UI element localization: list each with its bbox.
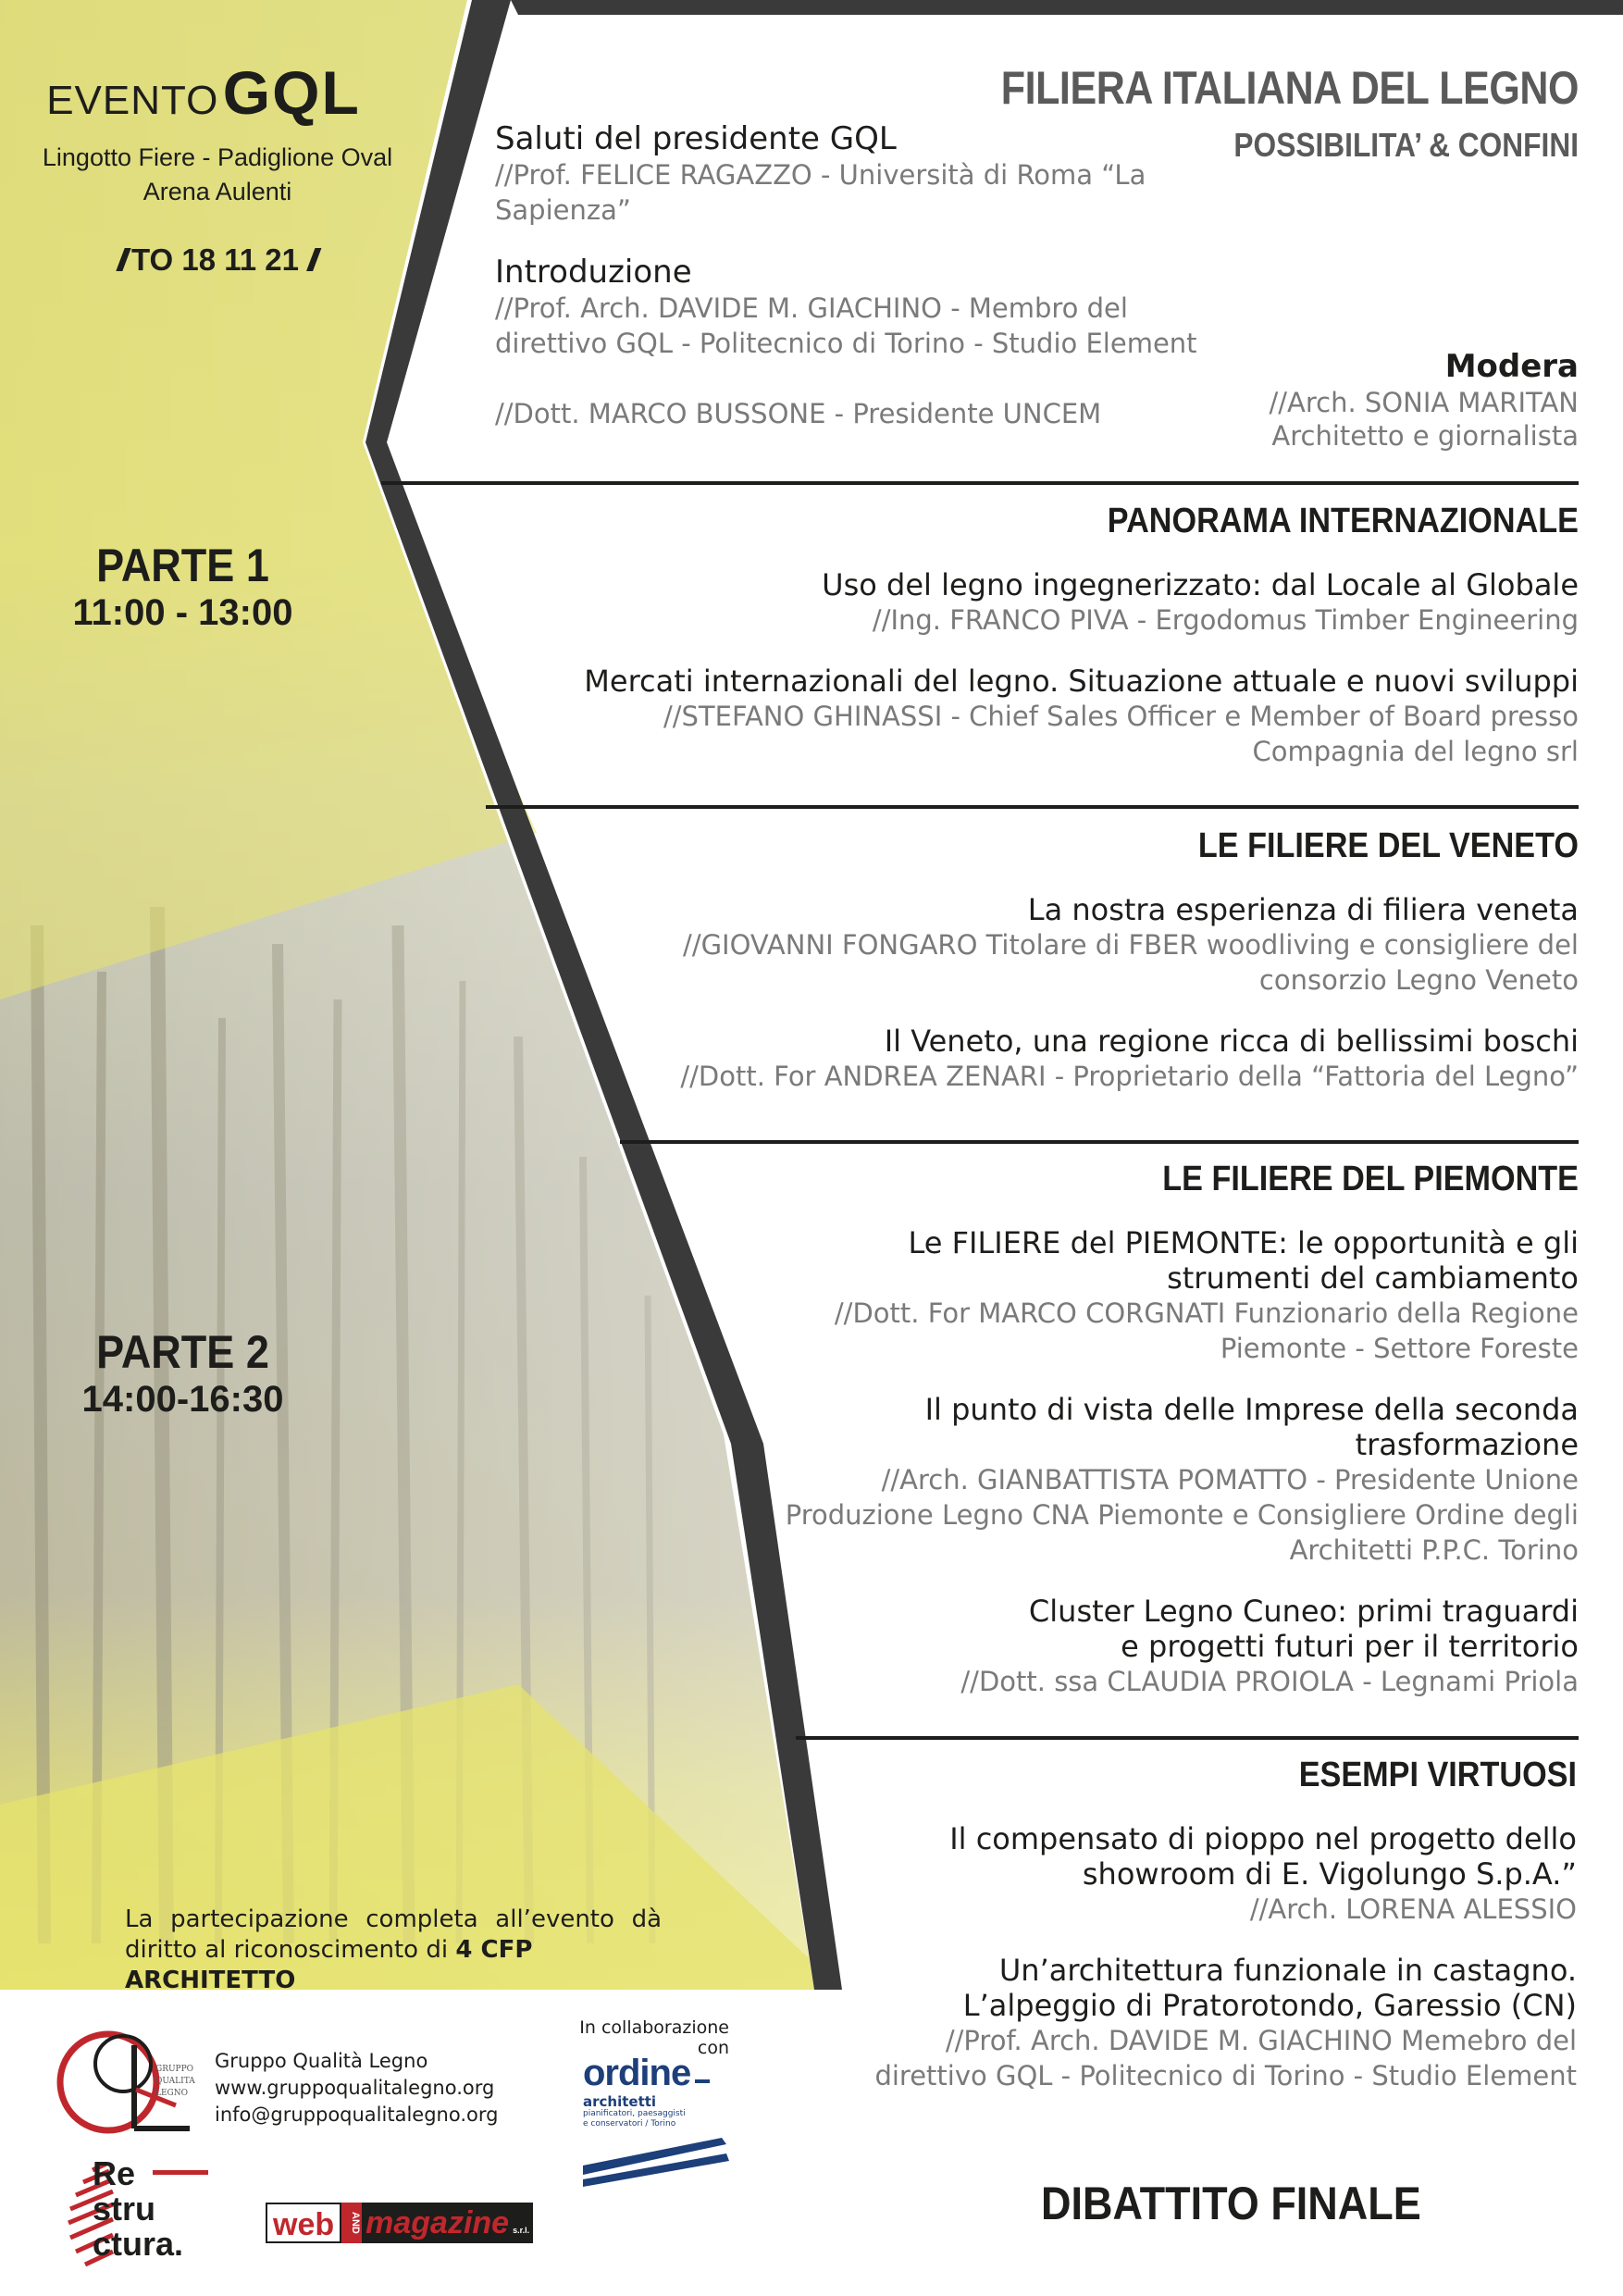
greet-title: Saluti del presidente GQL <box>495 120 897 157</box>
moderator-line-1: //Arch. SONIA MARITAN <box>1269 387 1579 418</box>
page-title: FILIERA ITALIANA DEL LEGNO <box>1000 62 1579 114</box>
greet-speaker-line-1: //Prof. FELICE RAGAZZO - Università di Roma “La <box>495 159 1146 191</box>
event-venue <box>9 141 426 209</box>
ordine-dash <box>695 2079 710 2083</box>
slash-decoration-left: // <box>117 242 123 277</box>
gql-contacts <box>215 2048 498 2128</box>
talk-speaker: //Prof. Arch. DAVIDE M. GIACHINO Memebro del <box>945 2025 1577 2056</box>
org-website: www.gruppoqualitalegno.org <box>215 2077 495 2099</box>
intro-speaker-line-1: //Prof. Arch. DAVIDE M. GIACHINO - Membro del <box>495 292 1128 324</box>
moderator-title: Modera <box>1444 348 1579 385</box>
section-esempi <box>744 1756 1577 2093</box>
event-label-brand: GQL <box>222 58 361 127</box>
org-email: info@gruppoqualitalegno.org <box>215 2104 499 2126</box>
restructura-dash <box>153 2170 208 2175</box>
org-name: Gruppo Qualità Legno <box>215 2050 428 2072</box>
slash-decoration-right: // <box>307 242 314 277</box>
restructura-line-2: stru <box>93 2190 156 2228</box>
talk-speaker: Compagnia del legno srl <box>1252 736 1579 767</box>
talk-title: Uso del legno ingegnerizzato: dal Locale al Globale <box>822 567 1579 602</box>
talk-title: Il punto di vista delle Imprese della seconda <box>924 1392 1579 1427</box>
web-label: web <box>266 2203 341 2243</box>
talk-title: Il Veneto, una regione ricca di bellissimi boschi <box>884 1024 1579 1059</box>
gql-logo-text: GRUPPO QUALITA LEGNO <box>155 2065 195 2098</box>
talk-title: L’alpeggio di Pratorotondo, Garessio (CN) <box>962 1988 1577 2023</box>
divider <box>796 1736 1579 1740</box>
divider <box>486 805 1579 809</box>
talk-speaker: //Dott. ssa CLAUDIA PROIOLA - Legnami Priola <box>960 1666 1579 1697</box>
talk-title: e progetti futuri per il territorio <box>1121 1629 1579 1664</box>
magazine-label: magazine <box>362 2203 513 2243</box>
cfp-note-line-1: La partecipazione completa all’evento dà <box>125 1905 662 1933</box>
and-label: AND <box>341 2203 362 2243</box>
restructura-logo <box>65 2156 222 2277</box>
collab-label: In collaborazione con <box>579 2017 729 2058</box>
finale-heading: DIBATTITO FINALE <box>1041 2178 1421 2229</box>
talk-speaker: //STEFANO GHINASSI - Chief Sales Officer e Member of Board presso <box>663 701 1579 732</box>
restructura-line-1: Re <box>93 2154 136 2192</box>
ordine-logo <box>583 2053 731 2192</box>
venue-line-1: Lingotto Fiere - Padiglione Oval <box>42 143 393 171</box>
moderator-block <box>1116 347 1579 453</box>
cfp-note <box>125 1905 662 1935</box>
talk-speaker: consorzio Legno Veneto <box>1258 964 1579 996</box>
talk-title: Cluster Legno Cuneo: primi traguardi <box>1028 1594 1579 1629</box>
section-piemonte <box>653 1160 1579 1699</box>
talk-speaker: Produzione Legno CNA Piemonte e Consigliere Ordine degli <box>785 1499 1579 1531</box>
talk-speaker: //GIOVANNI FONGARO Titolare di FBER woodliving e consigliere del <box>683 929 1579 961</box>
event-label-prefix: EVENTO <box>46 78 219 123</box>
greet-speaker-line-2: Sapienza” <box>495 194 631 226</box>
cfp-note-line-2: diritto al riconoscimento di 4 CFP ARCHITETTO <box>125 1936 533 1994</box>
talk-title: La nostra esperienza di filiera veneta <box>1027 892 1579 927</box>
venue-line-2: Arena Aulenti <box>142 178 292 205</box>
cfp-credits: 4 CFP ARCHITETTO <box>125 1936 533 1994</box>
page-subtitle: POSSIBILITA’ & CONFINI <box>1233 126 1579 164</box>
section-heading: ESEMPI VIRTUOSI <box>1298 1756 1577 1794</box>
section-heading: PANORAMA INTERNAZIONALE <box>1107 502 1579 540</box>
part-2-time: 14:00-16:30 <box>81 1379 284 1420</box>
ordine-sub-1: architetti <box>583 2093 657 2110</box>
intro-block <box>495 120 1198 431</box>
talk-speaker: //Dott. For MARCO CORGNATI Funzionario della Regione <box>834 1297 1579 1329</box>
event-date-text: TO 18 11 21 <box>130 242 300 277</box>
talk-speaker: direttivo GQL - Politecnico di Torino - Studio Element <box>874 2060 1577 2091</box>
section-panorama <box>514 502 1579 769</box>
talk-speaker: //Arch. LORENA ALESSIO <box>1249 1893 1577 1925</box>
section-heading: LE FILIERE DEL PIEMONTE <box>1162 1160 1579 1198</box>
webandmagazine-logo <box>266 2203 533 2243</box>
talk-title: showroom di E. Vigolungo S.p.A.” <box>1082 1856 1577 1892</box>
ordine-sub-3: e conservatori / Torino <box>583 2119 676 2128</box>
talk-speaker: Piemonte - Settore Foreste <box>1220 1333 1579 1364</box>
part-2 <box>0 1325 365 1421</box>
talk-speaker: //Ing. FRANCO PIVA - Ergodomus Timber Engineering <box>872 604 1579 636</box>
talk-speaker: //Dott. For ANDREA ZENARI - Proprietario della “Fattoria del Legno” <box>680 1061 1579 1092</box>
part-1-time: 11:00 - 13:00 <box>72 592 293 633</box>
event-title <box>28 57 379 128</box>
talk-title: Mercati internazionali del legno. Situazione attuale e nuovi sviluppi <box>584 664 1579 699</box>
restructura-line-3: ctura. <box>93 2225 184 2263</box>
talk-title: trasformazione <box>1355 1427 1579 1462</box>
ordine-wave-mark <box>583 2133 731 2189</box>
talk-speaker: Architetti P.P.C. Torino <box>1289 1534 1579 1566</box>
section-heading: LE FILIERE DEL VENETO <box>1197 826 1579 865</box>
talk-speaker: //Arch. GIANBATTISTA POMATTO - Presidente Unione <box>881 1464 1579 1496</box>
intro-speaker-2: //Dott. MARCO BUSSONE - Presidente UNCEM <box>495 398 1102 429</box>
talk-title: Le FILIERE del PIEMONTE: le opportunità e gli <box>908 1225 1579 1260</box>
srl-label: s.r.l. <box>513 2203 533 2243</box>
intro-title: Introduzione <box>495 254 692 291</box>
divider <box>381 481 1579 485</box>
moderator-line-2: Architetto e giornalista <box>1271 420 1579 452</box>
part-1-title: PARTE 1 <box>96 540 269 591</box>
divider <box>620 1140 1579 1144</box>
section-veneto <box>561 826 1579 1094</box>
ordine-sub-2: pianificatori, paesaggisti <box>583 2109 686 2118</box>
talk-title: Il compensato di pioppo nel progetto dello <box>949 1821 1577 1856</box>
event-date <box>0 242 430 278</box>
ordine-logo-name: ordine <box>583 2053 691 2093</box>
talk-title: strumenti del cambiamento <box>1167 1260 1579 1296</box>
part-2-title: PARTE 2 <box>96 1326 269 1378</box>
intro-speaker-line-2: direttivo GQL - Politecnico di Torino - Studio Element <box>495 328 1197 359</box>
part-1 <box>0 539 365 634</box>
talk-title: Un’architettura funzionale in castagno. <box>998 1953 1577 1988</box>
